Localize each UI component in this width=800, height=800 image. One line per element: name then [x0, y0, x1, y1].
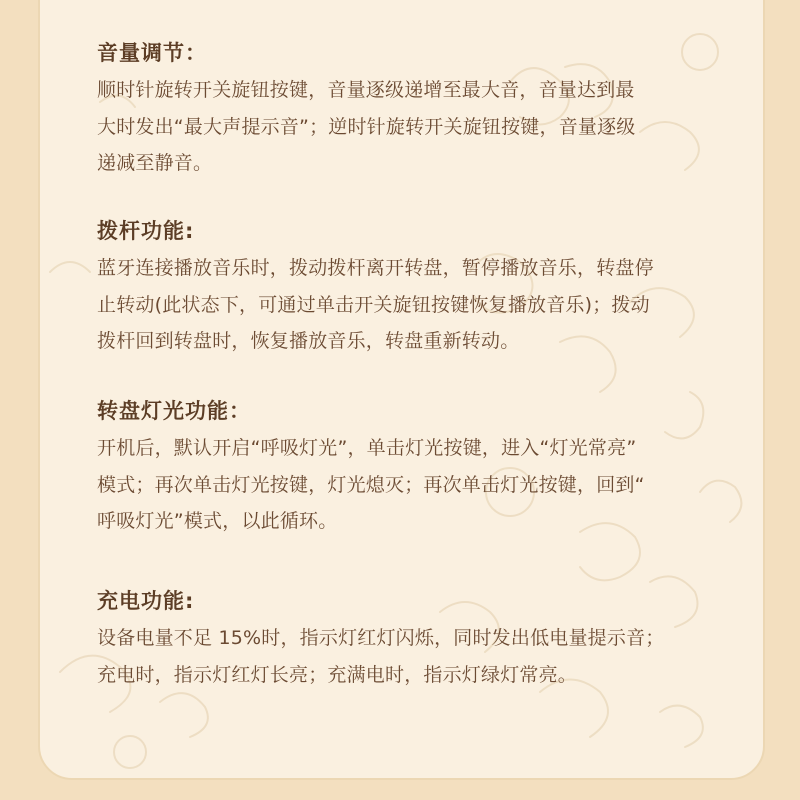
text-line: 大时发出“最大声提示音”；逆时针旋转开关旋钮按键，音量逐级: [97, 115, 636, 138]
text-line: 开机后，默认开启“呼吸灯光”，单击灯光按键，进入“灯光常亮”: [97, 437, 637, 459]
section-title: 音量调节：: [97, 41, 207, 65]
section-lever-function: [97, 216, 717, 360]
text-line: 模式；再次单击灯光按键，灯光熄灭；再次单击灯光按键，回到“: [97, 473, 645, 496]
text-line: 蓝牙连接播放音乐时，拨动拨杆离开转盘，暂停播放音乐，转盘停: [97, 257, 654, 279]
section-title: 转盘灯光功能：: [97, 399, 251, 423]
text-line: 呼吸灯光”模式，以此循环。: [97, 510, 338, 532]
content-panel: [38, 0, 765, 780]
text-line: 充电时，指示灯红灯长亮；充满电时，指示灯绿灯常亮。: [97, 663, 578, 686]
section-title: 拨杆功能:: [97, 219, 195, 243]
text-line: 设备电量不足 15%时，指示灯红灯闪烁，同时发出低电量提示音；: [97, 627, 665, 649]
text-line: 顺时针旋转开关旋钮按键，音量逐级递增至最大音，音量达到最: [97, 79, 635, 101]
section-title: 充电功能:: [97, 589, 195, 613]
text-line: 递减至静音。: [97, 152, 213, 174]
section-volume-control: [97, 38, 717, 182]
section-charging-function: [97, 586, 717, 693]
section-turntable-light-function: [97, 396, 717, 540]
text-line: 止转动(此状态下，可通过单击开关旋钮按键恢复播放音乐)；拨动: [97, 293, 650, 316]
text-line: 拨杆回到转盘时，恢复播放音乐，转盘重新转动。: [97, 330, 520, 352]
